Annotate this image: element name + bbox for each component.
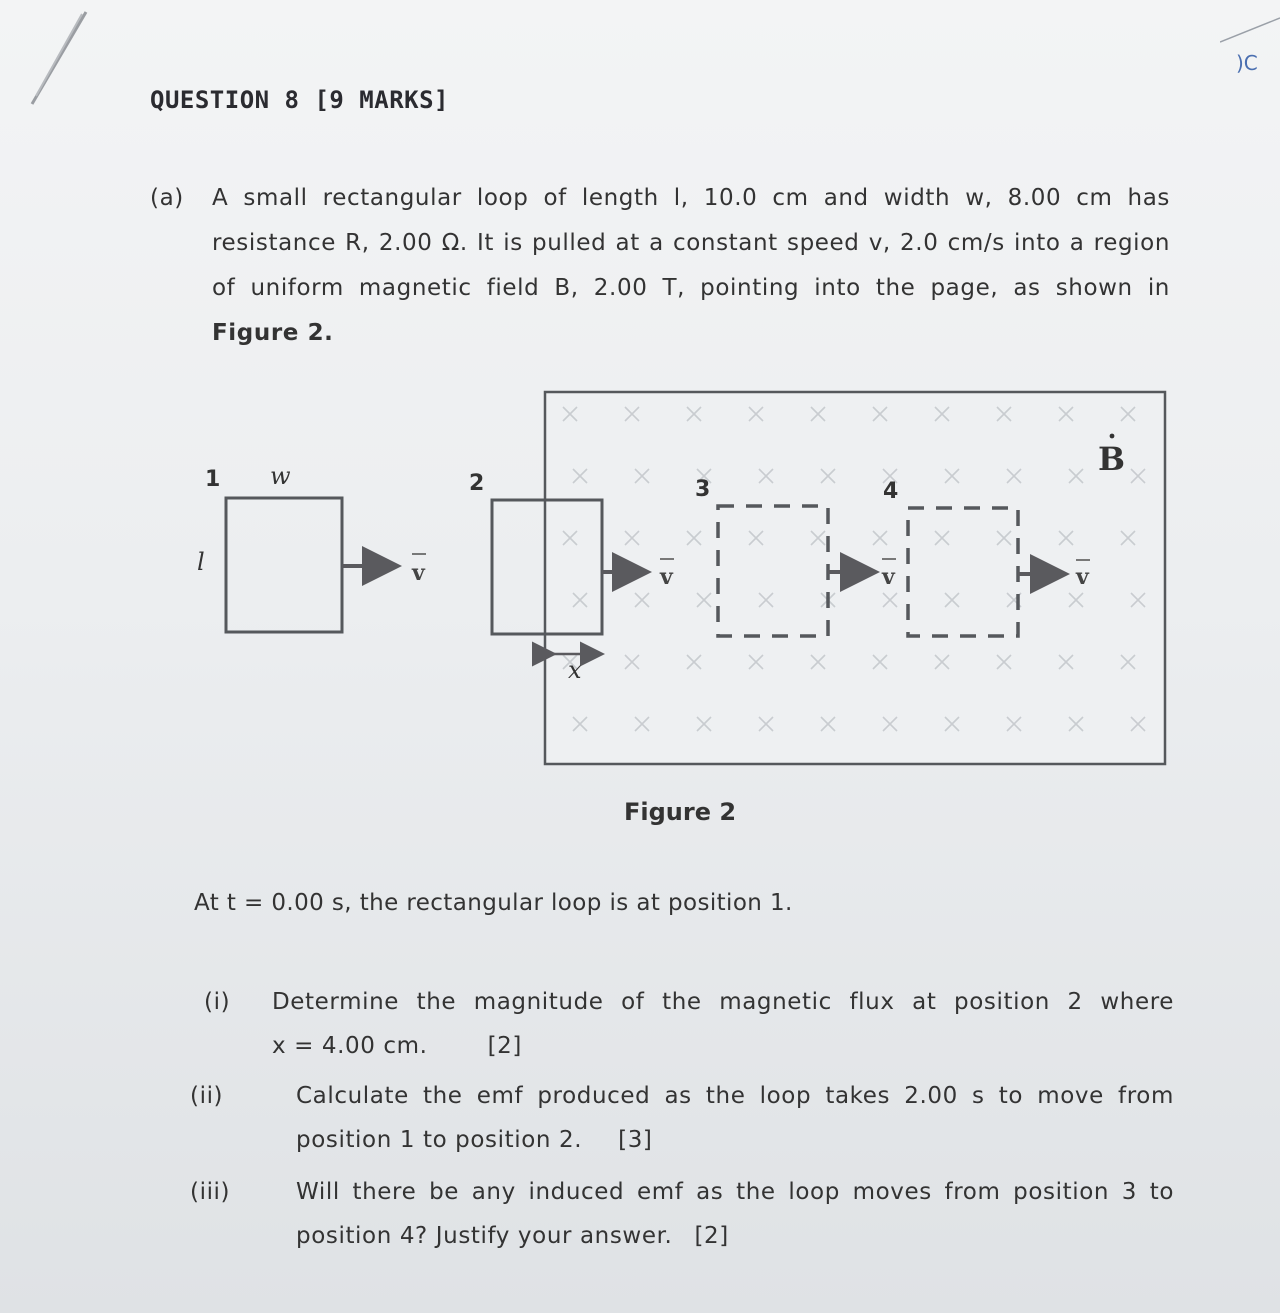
part-a-label: (a) [150,185,184,211]
velocity-label-2: v [660,564,673,590]
position-label-4: 4 [883,479,899,504]
corner-scribble-text: )C [1236,51,1258,75]
figure-2-diagram [0,370,1280,780]
pencil-mark [24,8,94,108]
part-a-line-2: resistance R, 2.00 Ω. It is pulled at a constant speed v, 2.0 cm/s into a region [212,230,1170,256]
loop-position-1 [226,498,342,632]
position-label-2: 2 [469,471,485,496]
width-label: w [270,462,291,490]
subquestion-iii-line-1: Will there be any induced emf as the loop moves from position 3 to [296,1179,1174,1205]
magnetic-field-region [545,392,1165,764]
velocity-label-1: v [412,560,425,586]
part-a [150,176,1170,356]
subquestion-i-marks: [2] [487,1033,522,1059]
part-a-line-4: Figure 2. [212,320,334,346]
velocity-label-4: v [1076,564,1089,590]
subquestion-ii-line-2: position 1 to position 2. [296,1127,583,1153]
x-label: x [568,656,582,684]
subquestion-ii-label: (ii) [190,1083,224,1109]
subquestion-iii-line-2: position 4? Justify your answer. [296,1223,673,1249]
subquestion-i-line-1: Determine the magnitude of the magnetic flux at position 2 where [272,989,1174,1015]
corner-scribble [1220,0,1280,110]
subquestion-ii-line-1: Calculate the emf produced as the loop takes 2.00 s to move from [296,1083,1174,1109]
length-label: l [197,548,205,576]
position-label-1: 1 [205,467,221,492]
subquestion-iii-label: (iii) [190,1179,231,1205]
figure-caption: Figure 2 [623,798,737,826]
question-heading: QUESTION 8 [9 MARKS] [150,86,449,114]
subquestion-i-line-2: x = 4.00 cm. [272,1033,428,1059]
velocity-label-3: v [882,564,895,590]
initial-condition: At t = 0.00 s, the rectangular loop is at position 1. [194,890,793,916]
part-a-line-1: A small rectangular loop of length l, 10.0 cm and width w, 8.00 cm has [212,185,1170,211]
field-label: B [1098,440,1126,478]
part-a-line-3: of uniform magnetic field B, 2.00 T, pointing into the page, as shown in [212,275,1170,301]
subquestion-ii-marks: [3] [618,1127,653,1153]
subquestion-i-label: (i) [204,989,231,1015]
position-label-3: 3 [695,477,711,502]
subquestion-iii-marks: [2] [694,1223,729,1249]
